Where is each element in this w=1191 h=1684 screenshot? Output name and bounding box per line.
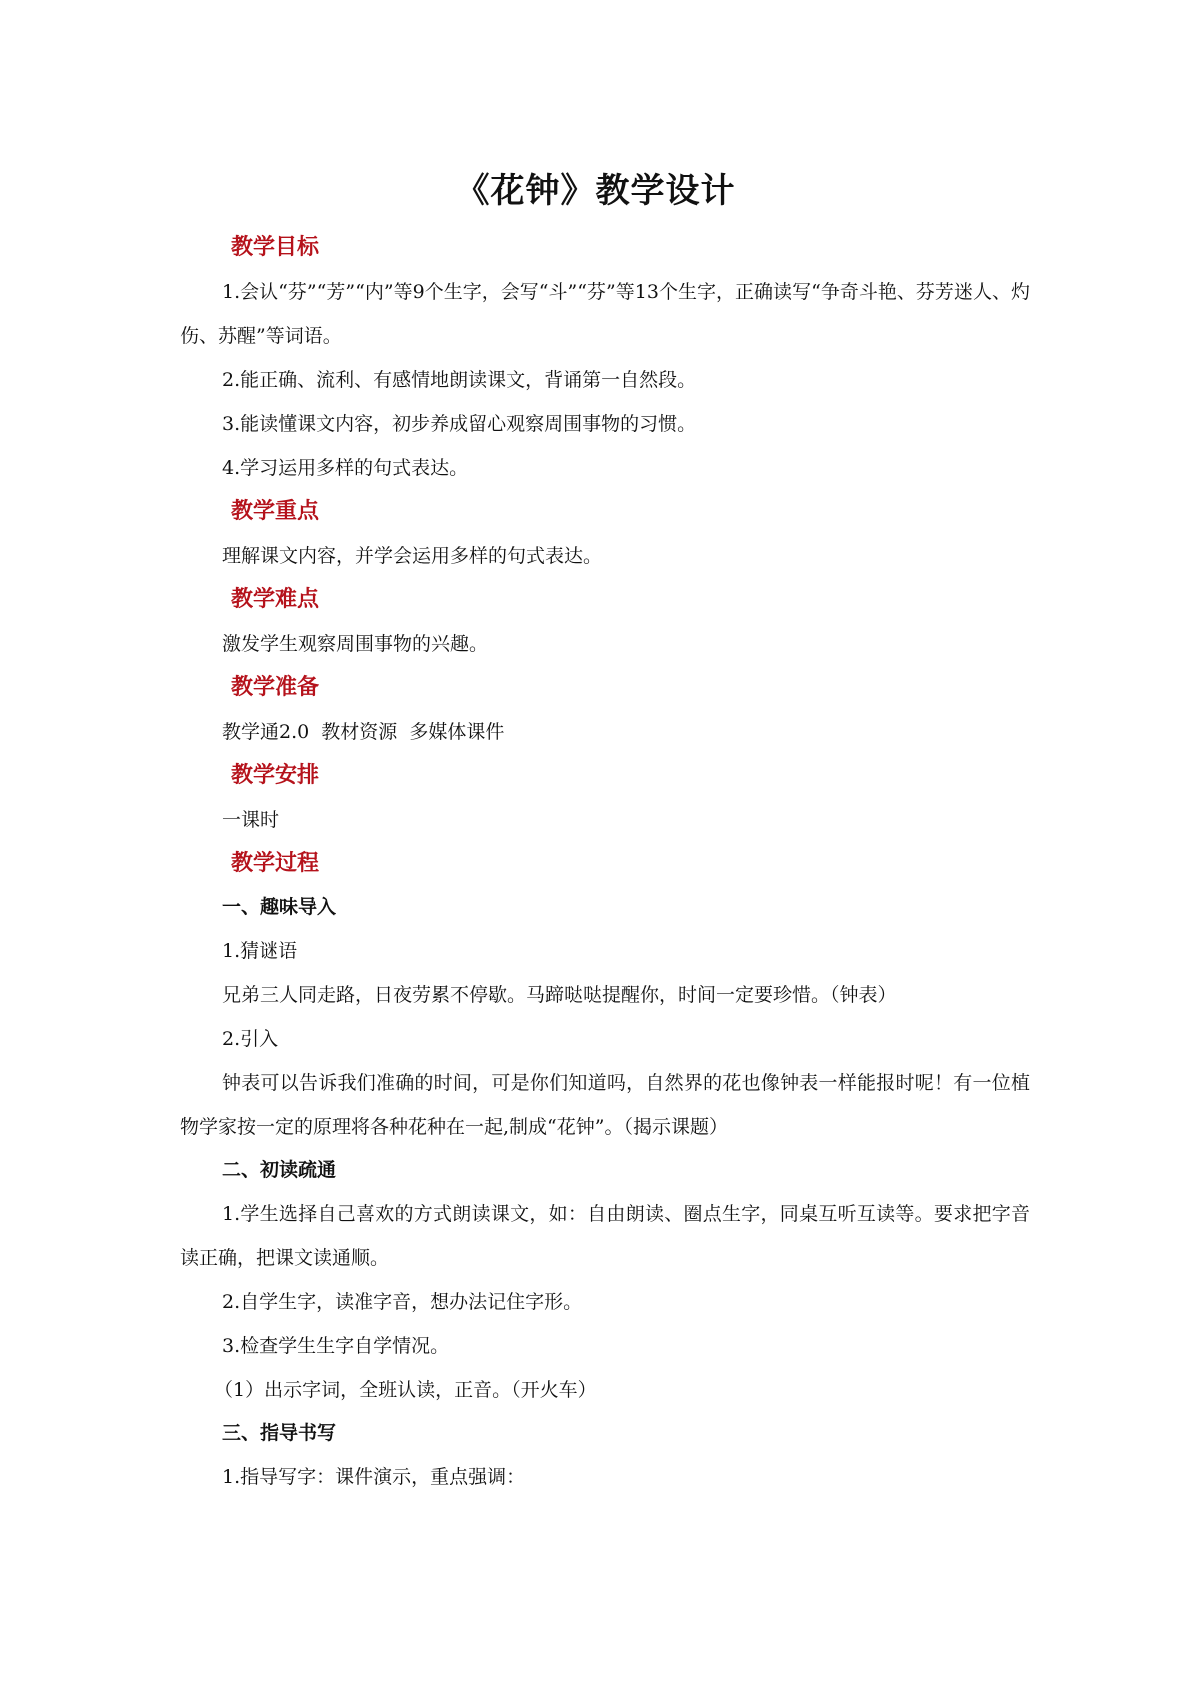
section-heading-preparation: 教学准备 bbox=[231, 675, 320, 700]
process-item: 1.学生选择自己喜欢的方式朗读课文，如：自由朗读、圈点生字，同桌互听互读等。要求把字音读正确，把课文读通顺。 bbox=[180, 1203, 1030, 1269]
preparation-text: 教学通2.0 教材资源 多媒体课件 bbox=[222, 721, 505, 743]
process-part-title: 一、趣味导入 bbox=[222, 896, 337, 918]
document-body bbox=[180, 226, 1030, 1499]
goal-item: 2.能正确、流利、有感情地朗读课文，背诵第一自然段。 bbox=[222, 369, 697, 391]
section-heading-difficulty: 教学难点 bbox=[231, 587, 320, 612]
document-title: 《花钟》教学设计 bbox=[455, 171, 736, 211]
process-item: 3.检查学生生字自学情况。 bbox=[222, 1335, 450, 1357]
section-heading-arrangement: 教学安排 bbox=[231, 763, 320, 788]
section-heading-key: 教学重点 bbox=[231, 499, 320, 524]
goal-item: 3.能读懂课文内容，初步养成留心观察周围事物的习惯。 bbox=[222, 413, 697, 435]
arrangement-text: 一课时 bbox=[222, 809, 280, 831]
process-item: 钟表可以告诉我们准确的时间，可是你们知道吗，自然界的花也像钟表一样能报时呢！有一位植物学家按一定的原理将各种花种在一起,制成“花钟”。（揭示课题） bbox=[180, 1072, 1030, 1138]
process-part-title: 二、初读疏通 bbox=[222, 1159, 337, 1181]
section-heading-process: 教学过程 bbox=[231, 851, 320, 876]
process-item: 2.引入 bbox=[222, 1028, 279, 1050]
key-text: 理解课文内容，并学会运用多样的句式表达。 bbox=[222, 545, 603, 567]
section-heading-goals: 教学目标 bbox=[231, 235, 320, 260]
process-item: 1.猜谜语 bbox=[222, 940, 298, 962]
process-item: （1）出示字词，全班认读，正音。（开火车） bbox=[214, 1379, 597, 1401]
process-part-title: 三、指导书写 bbox=[222, 1422, 337, 1444]
goal-item: 1.会认“芬”“芳”“内”等9个生字，会写“斗”“芬”等13个生字，正确读写“争奇斗艳、芬芳迷人、灼伤、苏醒”等词语。 bbox=[180, 281, 1030, 347]
process-item: 1.指导写字：课件演示，重点强调： bbox=[222, 1466, 526, 1488]
difficulty-text: 激发学生观察周围事物的兴趣。 bbox=[222, 633, 489, 655]
process-item: 2.自学生字，读准字音，想办法记住字形。 bbox=[222, 1291, 583, 1313]
process-item: 兄弟三人同走路，日夜劳累不停歇。马蹄哒哒提醒你，时间一定要珍惜。（钟表） bbox=[222, 984, 897, 1006]
goal-item: 4.学习运用多样的句式表达。 bbox=[222, 457, 469, 479]
